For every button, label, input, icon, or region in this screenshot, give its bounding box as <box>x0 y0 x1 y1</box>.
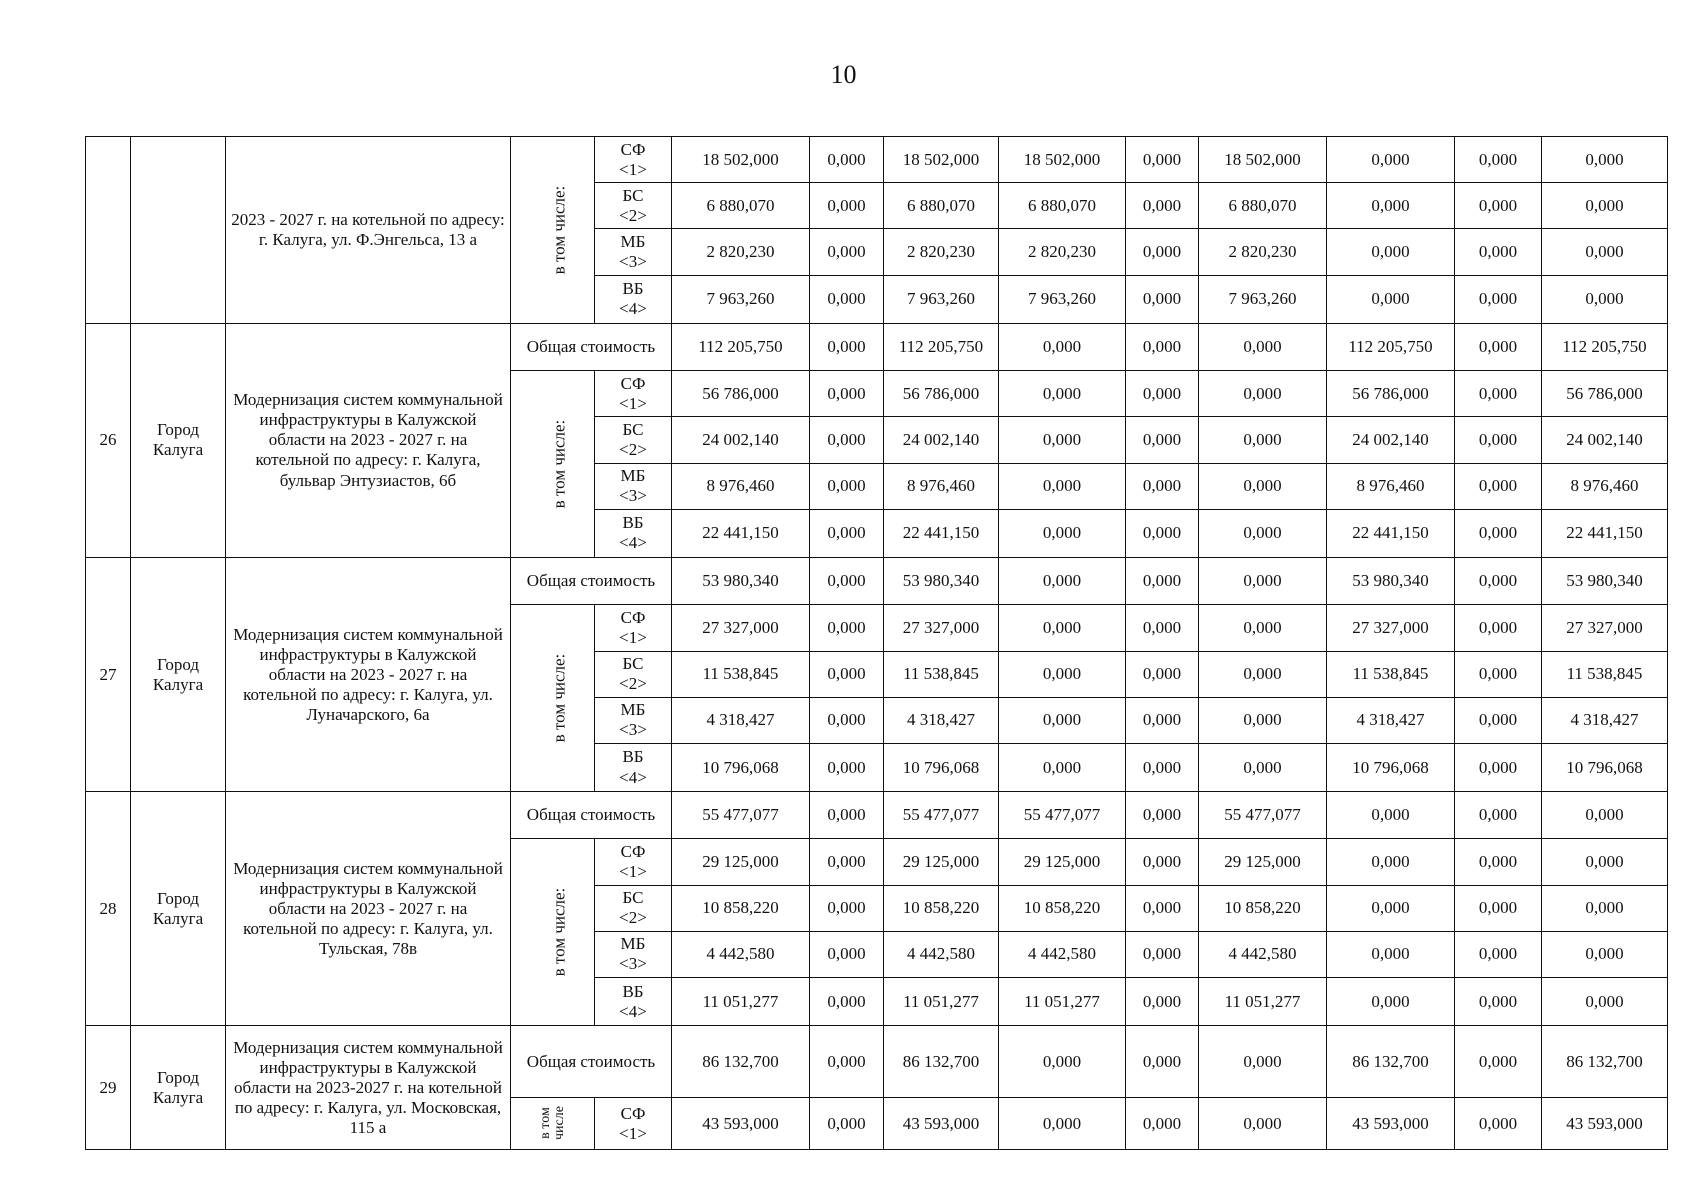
total-value: 0,000 <box>1199 1026 1327 1098</box>
fund-value: 6 880,070 <box>672 183 810 229</box>
fund-value: 22 441,150 <box>884 509 999 557</box>
fund-value: 0,000 <box>810 137 884 183</box>
fund-value: 0,000 <box>1199 417 1327 463</box>
funding-table <box>85 136 1668 1150</box>
fund-value: 0,000 <box>810 651 884 697</box>
total-value: 112 205,750 <box>1327 323 1455 370</box>
fund-value: 10 858,220 <box>999 885 1126 931</box>
fund-code: МБ <3> <box>595 697 672 743</box>
fund-value: 0,000 <box>1199 697 1327 743</box>
fund-value: 10 858,220 <box>1199 885 1327 931</box>
fund-value: 22 441,150 <box>1542 509 1668 557</box>
total-value: 55 477,077 <box>1199 792 1327 839</box>
fund-value: 0,000 <box>1542 885 1668 931</box>
fund-value: 0,000 <box>1126 371 1199 417</box>
project-description: Модернизация систем коммунальной инфраструктуры в Калужской области на 2023 - 2027 г. на котельной по адресу: г. Калуга, бульвар Энтузиастов, 6б <box>226 323 511 557</box>
fund-value: 0,000 <box>810 463 884 509</box>
total-value: 53 980,340 <box>1542 558 1668 605</box>
fund-value: 0,000 <box>1455 371 1542 417</box>
fund-value: 43 593,000 <box>672 1098 810 1150</box>
total-value: 0,000 <box>1455 323 1542 370</box>
fund-value: 2 820,230 <box>884 229 999 275</box>
fund-code: МБ <3> <box>595 463 672 509</box>
fund-value: 27 327,000 <box>884 605 999 651</box>
fund-value: 0,000 <box>810 417 884 463</box>
total-value: 0,000 <box>1199 323 1327 370</box>
table-row <box>86 1026 1668 1098</box>
fund-value: 0,000 <box>999 509 1126 557</box>
fund-value: 0,000 <box>1542 137 1668 183</box>
fund-value: 8 976,460 <box>672 463 810 509</box>
table-row <box>86 558 1668 605</box>
fund-value: 18 502,000 <box>672 137 810 183</box>
fund-value: 0,000 <box>1455 183 1542 229</box>
project-description: Модернизация систем коммунальной инфраструктуры в Калужской области на 2023 - 2027 г. на котельной по адресу: г. Калуга, ул. Тульская, 78в <box>226 792 511 1026</box>
fund-value: 0,000 <box>1126 183 1199 229</box>
fund-value: 56 786,000 <box>884 371 999 417</box>
fund-value: 0,000 <box>1126 229 1199 275</box>
fund-value: 56 786,000 <box>672 371 810 417</box>
fund-code: БС <2> <box>595 885 672 931</box>
fund-value: 0,000 <box>1455 605 1542 651</box>
total-value: 0,000 <box>999 1026 1126 1098</box>
row-number: 29 <box>86 1026 131 1150</box>
table-row <box>86 792 1668 839</box>
total-value: 0,000 <box>1126 323 1199 370</box>
row-number: 27 <box>86 558 131 792</box>
total-value: 53 980,340 <box>884 558 999 605</box>
including-label <box>511 1098 595 1150</box>
fund-value: 7 963,260 <box>999 275 1126 323</box>
fund-value: 29 125,000 <box>1199 839 1327 885</box>
fund-code: ВБ <4> <box>595 743 672 791</box>
project-description: 2023 - 2027 г. на котельной по адресу: г. Калуга, ул. Ф.Энгельса, 13 а <box>226 137 511 324</box>
fund-code: СФ <1> <box>595 1098 672 1150</box>
fund-value: 0,000 <box>999 463 1126 509</box>
fund-value: 4 442,580 <box>999 931 1126 977</box>
total-value: 86 132,700 <box>672 1026 810 1098</box>
fund-value: 0,000 <box>1455 417 1542 463</box>
fund-value: 0,000 <box>1126 417 1199 463</box>
fund-value: 0,000 <box>1327 978 1455 1026</box>
fund-value: 4 318,427 <box>1542 697 1668 743</box>
fund-value: 27 327,000 <box>1327 605 1455 651</box>
fund-value: 0,000 <box>1542 183 1668 229</box>
total-value: 0,000 <box>1126 792 1199 839</box>
fund-value: 0,000 <box>1126 275 1199 323</box>
fund-value: 0,000 <box>1126 839 1199 885</box>
fund-value: 0,000 <box>1542 931 1668 977</box>
fund-value: 0,000 <box>1455 743 1542 791</box>
fund-value: 6 880,070 <box>884 183 999 229</box>
fund-value: 4 318,427 <box>672 697 810 743</box>
fund-value: 0,000 <box>1327 229 1455 275</box>
fund-value: 4 442,580 <box>672 931 810 977</box>
fund-value: 2 820,230 <box>1199 229 1327 275</box>
including-label <box>511 371 595 558</box>
fund-value: 7 963,260 <box>672 275 810 323</box>
fund-value: 24 002,140 <box>672 417 810 463</box>
fund-value: 0,000 <box>1199 1098 1327 1150</box>
row-number <box>86 137 131 324</box>
total-value: 0,000 <box>1455 1026 1542 1098</box>
fund-value: 6 880,070 <box>999 183 1126 229</box>
fund-value: 4 442,580 <box>1199 931 1327 977</box>
fund-value: 0,000 <box>1199 651 1327 697</box>
fund-value: 43 593,000 <box>884 1098 999 1150</box>
fund-code: ВБ <4> <box>595 509 672 557</box>
fund-value: 10 858,220 <box>884 885 999 931</box>
fund-value: 4 318,427 <box>884 697 999 743</box>
fund-code: СФ <1> <box>595 605 672 651</box>
fund-value: 0,000 <box>1327 839 1455 885</box>
fund-value: 27 327,000 <box>1542 605 1668 651</box>
fund-value: 11 051,277 <box>884 978 999 1026</box>
row-number: 28 <box>86 792 131 1026</box>
fund-value: 0,000 <box>1455 509 1542 557</box>
row-number: 26 <box>86 323 131 557</box>
fund-value: 0,000 <box>1455 978 1542 1026</box>
total-value: 112 205,750 <box>1542 323 1668 370</box>
fund-value: 0,000 <box>810 229 884 275</box>
including-label-text: в том числе: <box>549 653 569 743</box>
fund-code: МБ <3> <box>595 229 672 275</box>
fund-value: 0,000 <box>1542 839 1668 885</box>
fund-value: 11 538,845 <box>1327 651 1455 697</box>
fund-value: 6 880,070 <box>1199 183 1327 229</box>
fund-value: 0,000 <box>810 885 884 931</box>
including-label-text: в том числе: <box>549 419 569 509</box>
total-value: 0,000 <box>1126 1026 1199 1098</box>
fund-value: 0,000 <box>1126 931 1199 977</box>
fund-value: 18 502,000 <box>884 137 999 183</box>
total-value: 0,000 <box>810 1026 884 1098</box>
fund-value: 0,000 <box>1455 275 1542 323</box>
fund-value: 8 976,460 <box>1542 463 1668 509</box>
fund-value: 22 441,150 <box>1327 509 1455 557</box>
fund-code: СФ <1> <box>595 137 672 183</box>
total-value: 112 205,750 <box>884 323 999 370</box>
fund-value: 0,000 <box>810 978 884 1026</box>
including-label <box>511 137 595 324</box>
fund-value: 0,000 <box>1455 1098 1542 1150</box>
including-label-text: в том числе: <box>549 185 569 275</box>
total-label: Общая стоимость <box>511 558 672 605</box>
fund-value: 4 318,427 <box>1327 697 1455 743</box>
fund-value: 0,000 <box>1455 839 1542 885</box>
municipality <box>131 137 226 324</box>
fund-value: 4 442,580 <box>884 931 999 977</box>
total-label: Общая стоимость <box>511 323 672 370</box>
fund-value: 10 796,068 <box>1542 743 1668 791</box>
fund-code: БС <2> <box>595 417 672 463</box>
total-value: 0,000 <box>1199 558 1327 605</box>
fund-value: 0,000 <box>810 605 884 651</box>
fund-value: 0,000 <box>1327 931 1455 977</box>
total-label: Общая стоимость <box>511 1026 672 1098</box>
fund-value: 0,000 <box>1199 371 1327 417</box>
fund-value: 10 796,068 <box>1327 743 1455 791</box>
total-value: 86 132,700 <box>884 1026 999 1098</box>
fund-value: 0,000 <box>1455 137 1542 183</box>
total-value: 0,000 <box>810 323 884 370</box>
total-value: 55 477,077 <box>999 792 1126 839</box>
total-value: 0,000 <box>1455 558 1542 605</box>
fund-value: 7 963,260 <box>884 275 999 323</box>
table-row <box>86 137 1668 183</box>
fund-value: 0,000 <box>999 1098 1126 1150</box>
fund-value: 0,000 <box>999 743 1126 791</box>
fund-value: 56 786,000 <box>1327 371 1455 417</box>
project-description: Модернизация систем коммунальной инфраструктуры в Калужской области на 2023-2027 г. на котельной по адресу: г. Калуга, ул. Московская, 115 а <box>226 1026 511 1150</box>
including-label-text: в том числе <box>537 1106 567 1141</box>
fund-value: 0,000 <box>1126 697 1199 743</box>
fund-value: 24 002,140 <box>1542 417 1668 463</box>
fund-value: 29 125,000 <box>999 839 1126 885</box>
total-value: 55 477,077 <box>884 792 999 839</box>
fund-code: МБ <3> <box>595 931 672 977</box>
fund-value: 22 441,150 <box>672 509 810 557</box>
fund-value: 0,000 <box>1126 509 1199 557</box>
municipality: Город Калуга <box>131 792 226 1026</box>
including-label <box>511 605 595 792</box>
fund-value: 7 963,260 <box>1199 275 1327 323</box>
fund-value: 0,000 <box>1455 885 1542 931</box>
total-value: 0,000 <box>1542 792 1668 839</box>
fund-value: 0,000 <box>1199 509 1327 557</box>
fund-value: 10 796,068 <box>884 743 999 791</box>
fund-value: 0,000 <box>810 275 884 323</box>
fund-value: 0,000 <box>1126 137 1199 183</box>
fund-value: 8 976,460 <box>1327 463 1455 509</box>
fund-value: 0,000 <box>1126 978 1199 1026</box>
fund-code: СФ <1> <box>595 371 672 417</box>
fund-code: БС <2> <box>595 183 672 229</box>
fund-value: 18 502,000 <box>999 137 1126 183</box>
fund-value: 0,000 <box>810 839 884 885</box>
fund-code: БС <2> <box>595 651 672 697</box>
fund-value: 10 858,220 <box>672 885 810 931</box>
fund-value: 0,000 <box>810 743 884 791</box>
fund-value: 11 538,845 <box>672 651 810 697</box>
fund-value: 0,000 <box>810 371 884 417</box>
fund-value: 0,000 <box>1327 275 1455 323</box>
fund-value: 0,000 <box>1126 605 1199 651</box>
total-label: Общая стоимость <box>511 792 672 839</box>
total-value: 0,000 <box>1126 558 1199 605</box>
fund-value: 0,000 <box>810 697 884 743</box>
total-value: 55 477,077 <box>672 792 810 839</box>
fund-code: ВБ <4> <box>595 978 672 1026</box>
fund-value: 8 976,460 <box>884 463 999 509</box>
page-number: 10 <box>830 60 857 89</box>
fund-value: 0,000 <box>1199 463 1327 509</box>
fund-value: 24 002,140 <box>1327 417 1455 463</box>
fund-code: СФ <1> <box>595 839 672 885</box>
fund-value: 29 125,000 <box>884 839 999 885</box>
fund-value: 0,000 <box>1542 275 1668 323</box>
total-value: 86 132,700 <box>1327 1026 1455 1098</box>
municipality: Город Калуга <box>131 558 226 792</box>
fund-value: 0,000 <box>1126 1098 1199 1150</box>
fund-value: 0,000 <box>1455 931 1542 977</box>
fund-value: 0,000 <box>1199 743 1327 791</box>
fund-value: 0,000 <box>999 605 1126 651</box>
fund-value: 2 820,230 <box>999 229 1126 275</box>
fund-value: 0,000 <box>810 931 884 977</box>
project-description: Модернизация систем коммунальной инфраструктуры в Калужской области на 2023 - 2027 г. на котельной по адресу: г. Калуга, ул. Луначарского, 6а <box>226 558 511 792</box>
including-label <box>511 839 595 1026</box>
fund-value: 0,000 <box>1455 463 1542 509</box>
fund-value: 0,000 <box>810 1098 884 1150</box>
fund-value: 24 002,140 <box>884 417 999 463</box>
fund-value: 11 051,277 <box>999 978 1126 1026</box>
total-value: 0,000 <box>999 323 1126 370</box>
fund-value: 0,000 <box>810 183 884 229</box>
fund-value: 29 125,000 <box>672 839 810 885</box>
fund-value: 0,000 <box>999 417 1126 463</box>
fund-value: 0,000 <box>1327 885 1455 931</box>
fund-value: 43 593,000 <box>1327 1098 1455 1150</box>
total-value: 53 980,340 <box>672 558 810 605</box>
fund-value: 11 051,277 <box>672 978 810 1026</box>
fund-value: 0,000 <box>999 651 1126 697</box>
total-value: 0,000 <box>810 792 884 839</box>
fund-value: 0,000 <box>1455 697 1542 743</box>
fund-value: 0,000 <box>1126 463 1199 509</box>
fund-value: 43 593,000 <box>1542 1098 1668 1150</box>
municipality: Город Калуга <box>131 323 226 557</box>
fund-value: 0,000 <box>999 697 1126 743</box>
fund-value: 0,000 <box>1126 885 1199 931</box>
fund-value: 11 538,845 <box>1542 651 1668 697</box>
fund-value: 27 327,000 <box>672 605 810 651</box>
total-value: 0,000 <box>1327 792 1455 839</box>
total-value: 0,000 <box>810 558 884 605</box>
fund-value: 0,000 <box>1542 978 1668 1026</box>
fund-value: 0,000 <box>810 509 884 557</box>
fund-value: 2 820,230 <box>672 229 810 275</box>
total-value: 53 980,340 <box>1327 558 1455 605</box>
including-label-text: в том числе: <box>549 888 569 977</box>
fund-code: ВБ <4> <box>595 275 672 323</box>
fund-value: 10 796,068 <box>672 743 810 791</box>
fund-value: 0,000 <box>1455 651 1542 697</box>
fund-value: 0,000 <box>1327 137 1455 183</box>
fund-value: 0,000 <box>1126 651 1199 697</box>
fund-value: 56 786,000 <box>1542 371 1668 417</box>
table-row <box>86 323 1668 370</box>
fund-value: 11 538,845 <box>884 651 999 697</box>
total-value: 0,000 <box>999 558 1126 605</box>
total-value: 112 205,750 <box>672 323 810 370</box>
fund-value: 18 502,000 <box>1199 137 1327 183</box>
municipality: Город Калуга <box>131 1026 226 1150</box>
fund-value: 0,000 <box>1126 743 1199 791</box>
total-value: 0,000 <box>1455 792 1542 839</box>
fund-value: 11 051,277 <box>1199 978 1327 1026</box>
total-value: 86 132,700 <box>1542 1026 1668 1098</box>
fund-value: 0,000 <box>999 371 1126 417</box>
fund-value: 0,000 <box>1199 605 1327 651</box>
fund-value: 0,000 <box>1327 183 1455 229</box>
fund-value: 0,000 <box>1455 229 1542 275</box>
fund-value: 0,000 <box>1542 229 1668 275</box>
